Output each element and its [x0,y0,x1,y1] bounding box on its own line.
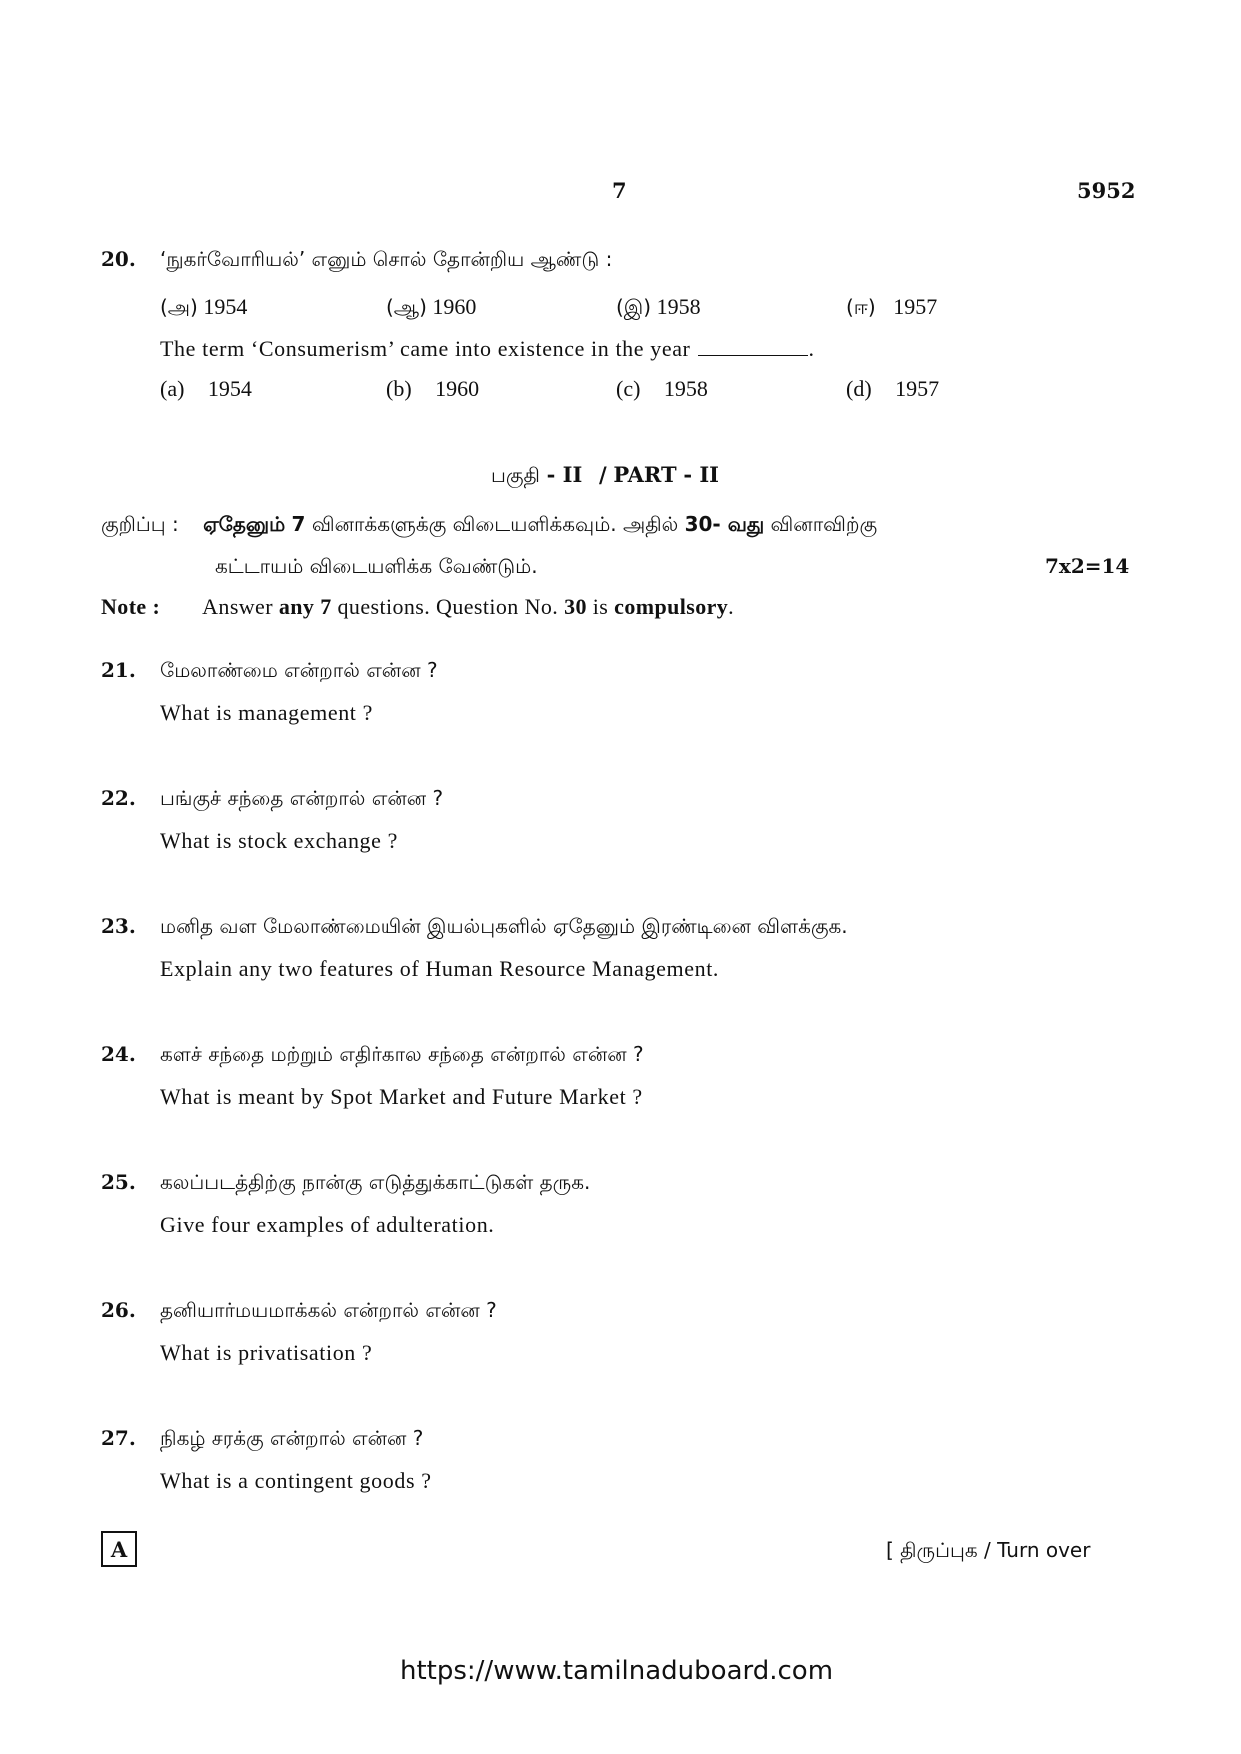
note-tamil-seg3: வினாக்களுக்கு விடையளிக்கவும். அதில் [311,512,679,536]
paper-series-box [101,1531,137,1567]
english-option-d [846,376,939,402]
option-label: (ஆ) [386,295,427,319]
question-english-text: The term ‘Consumerism’ came into existence in the year [160,336,691,361]
question-tamil: மனித வள மேலாண்மையின் இயல்புகளில் ஏதேனும் இரண்டினை விளக்குக. [160,914,848,938]
note-tamil-seg2: 7 [291,512,306,536]
question-number: 22. [101,786,136,810]
note-english-seg1: Answer [202,594,273,619]
note-tamil-label: குறிப்பு : [101,512,179,536]
answer-blank [698,337,808,356]
note-english-seg2: any 7 [278,594,332,619]
question-number: 20. [101,247,136,271]
part-heading-tamil: பகுதி [491,463,540,487]
turn-over-text: [ திருப்புக / Turn over [886,1538,1091,1562]
option-label: (ஈ) [846,295,876,319]
option-value: 1954 [203,294,248,319]
part-heading-slash: / [599,462,607,487]
note-english-seg7: . [728,594,735,619]
option-value: 1954 [207,376,252,401]
option-value: 1958 [656,294,701,319]
question-tamil: கலப்படத்திற்கு நான்கு எடுத்துக்காட்டுகள் தருக. [160,1170,591,1194]
question-number: 21. [101,658,136,682]
option-label: (அ) [160,295,198,319]
english-option-b [386,376,479,402]
option-label: (இ) [616,295,652,319]
question-number: 27. [101,1426,136,1450]
question-english: What is a contingent goods ? [160,1468,432,1493]
question-english [160,336,815,362]
question-number: 26. [101,1298,136,1322]
question-english: Give four examples of adulteration. [160,1212,495,1237]
question-tamil: களச் சந்தை மற்றும் எதிர்கால சந்தை என்றால் என்ன ? [160,1042,644,1066]
option-value: 1960 [432,294,477,319]
note-tamil-line2: கட்டாயம் விடையளிக்க வேண்டும். [215,554,538,578]
question-number: 24. [101,1042,136,1066]
question-english: What is meant by Spot Market and Future Market ? [160,1084,643,1109]
question-english: What is management ? [160,700,373,725]
option-value: 1957 [893,294,938,319]
option-value: 1958 [663,376,708,401]
note-english-seg6: compulsory [614,594,729,619]
part-heading-english: PART [613,462,677,487]
question-tamil: நிகழ் சரக்கு என்றால் என்ன ? [160,1426,424,1450]
option-value: 1960 [435,376,480,401]
question-english: What is privatisation ? [160,1340,373,1365]
tamil-option-3 [616,294,701,322]
question-tamil: மேலாண்மை என்றால் என்ன ? [160,658,438,682]
question-english-end: . [808,336,815,361]
question-tamil: தனியார்மயமாக்கல் என்றால் என்ன ? [160,1298,497,1322]
option-label: (c) [616,376,641,401]
option-label: (d) [846,376,872,401]
option-value: 1957 [895,376,940,401]
page-number: 7 [612,178,627,203]
note-tamil-seg5: வினாவிற்கு [770,512,878,536]
note-english-seg5: is [592,594,609,619]
note-english-seg3: questions. Question No. [337,594,559,619]
question-tamil: ‘நுகர்வோரியல்’ எனும் சொல் தோன்றிய ஆண்டு : [160,247,613,271]
part-heading-sep2: - II [683,462,720,487]
paper-series-letter: A [110,1536,128,1562]
english-option-a [160,376,252,402]
turn-over-note [886,1538,1090,1565]
part-heading [491,462,719,490]
option-label: (a) [160,376,185,401]
note-tamil-seg1: ஏதேனும் [203,512,286,536]
tamil-option-1 [160,294,247,322]
tamil-option-2 [386,294,476,322]
watermark-url: https://www.tamilnaduboard.com [400,1656,834,1686]
tamil-option-4 [846,294,937,322]
note-english-label: Note : [101,594,161,619]
marks-allocation: 7x2=14 [1045,554,1130,578]
note-english [101,594,734,620]
english-option-c [616,376,708,402]
part-heading-sep1: - II [546,462,583,487]
paper-code: 5952 [1077,178,1136,203]
question-english: Explain any two features of Human Resource Management. [160,956,720,981]
note-english-seg4: 30 [564,594,587,619]
question-number: 23. [101,914,136,938]
question-tamil: பங்குச் சந்தை என்றால் என்ன ? [160,786,444,810]
question-number: 25. [101,1170,136,1194]
note-tamil-seg4: 30- வது [684,512,765,536]
note-tamil-line1 [101,512,877,539]
option-label: (b) [386,376,412,401]
question-english: What is stock exchange ? [160,828,398,853]
